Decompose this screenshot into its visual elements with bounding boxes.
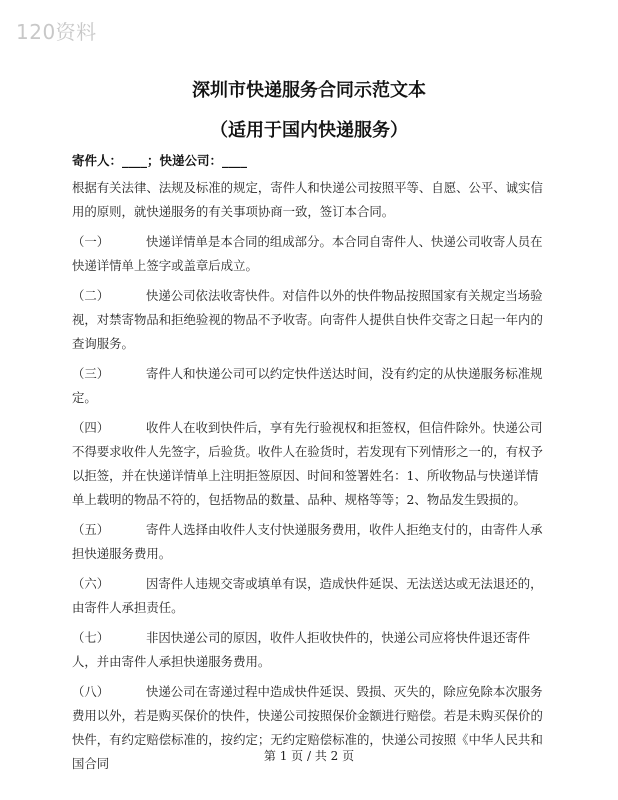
- parties-line: 寄件人：____；快递公司：____: [72, 153, 248, 168]
- clause-text: 快递公司在寄递过程中造成快件延误、毁损、灭失的，除应免除本次服务费用以外，若是购买保价的快件，快递公司按照保价金额进行赔偿。若是未购买保价的快件，有约定赔偿标准的，按约定；无约定赔偿标准的，快递公司按照《中华人民共和国合同: [72, 684, 543, 771]
- clause-text: 快递详情单是本合同的组成部分。本合同自寄件人、快递公司收寄人员在快递详情单上签字或盖章后成立。: [72, 234, 543, 273]
- clause-number: （三）: [72, 366, 110, 381]
- clause-6: [72, 572, 550, 620]
- clause-number: （六）: [72, 576, 110, 591]
- clause-2: [72, 284, 550, 356]
- clause-text: 寄件人和快递公司可以约定快件送达时间，没有约定的从快递服务标准规定。: [72, 366, 543, 405]
- clause-3: [72, 362, 550, 410]
- clause-5: [72, 518, 550, 566]
- clause-number: （七）: [72, 630, 110, 645]
- page-footer: 第 1 页 / 共 2 页: [263, 749, 355, 763]
- clause-number: （一）: [72, 234, 110, 249]
- clause-text: 非因快递公司的原因，收件人拒收快件的，快递公司应将快件退还寄件人，并由寄件人承担快递服务费用。: [72, 630, 531, 669]
- clause-number: （四）: [72, 420, 110, 435]
- intro-paragraph: 根据有关法律、法规及标准的规定，寄件人和快递公司按照平等、自愿、公平、诚实信用的原则，就快递服务的有关事项协商一致，签订本合同。: [72, 180, 543, 219]
- clause-1: [72, 230, 550, 278]
- clause-number: （八）: [72, 684, 110, 699]
- clause-text: 因寄件人违规交寄或填单有误，造成快件延误、无法送达或无法退还的，由寄件人承担责任。: [72, 576, 543, 615]
- clause-text: 收件人在收到快件后，享有先行验视权和拒签权，但信件除外。快递公司不得要求收件人先签字，后验货。收件人在验货时，若发现有下列情形之一的，有权予以拒签，并在快递详情单上注明拒签原因、时间和签署姓名：1、所收物品与快递详情单上载明的物品不符的，包括物品的数量、品种、规格等等；2、物品发生毁损的。: [72, 420, 543, 507]
- clause-number: （五）: [72, 522, 110, 537]
- document-subtitle: （适用于国内快递服务）: [210, 120, 408, 141]
- document-title: 深圳市快递服务合同示范文本: [192, 80, 426, 101]
- clause-text: 快递公司依法收寄快件。对信件以外的快件物品按照国家有关规定当场验视，对禁寄物品和拒绝验视的物品不予收寄。向寄件人提供自快件交寄之日起一年内的查询服务。: [72, 288, 543, 351]
- contract-body: [72, 176, 550, 782]
- watermark: 120资料: [16, 20, 97, 44]
- clause-number: （二）: [72, 288, 110, 303]
- clause-text: 寄件人选择由收件人支付快递服务费用，收件人拒绝支付的，由寄件人承担快递服务费用。: [72, 522, 543, 561]
- clause-4: [72, 416, 550, 512]
- clause-7: [72, 626, 550, 674]
